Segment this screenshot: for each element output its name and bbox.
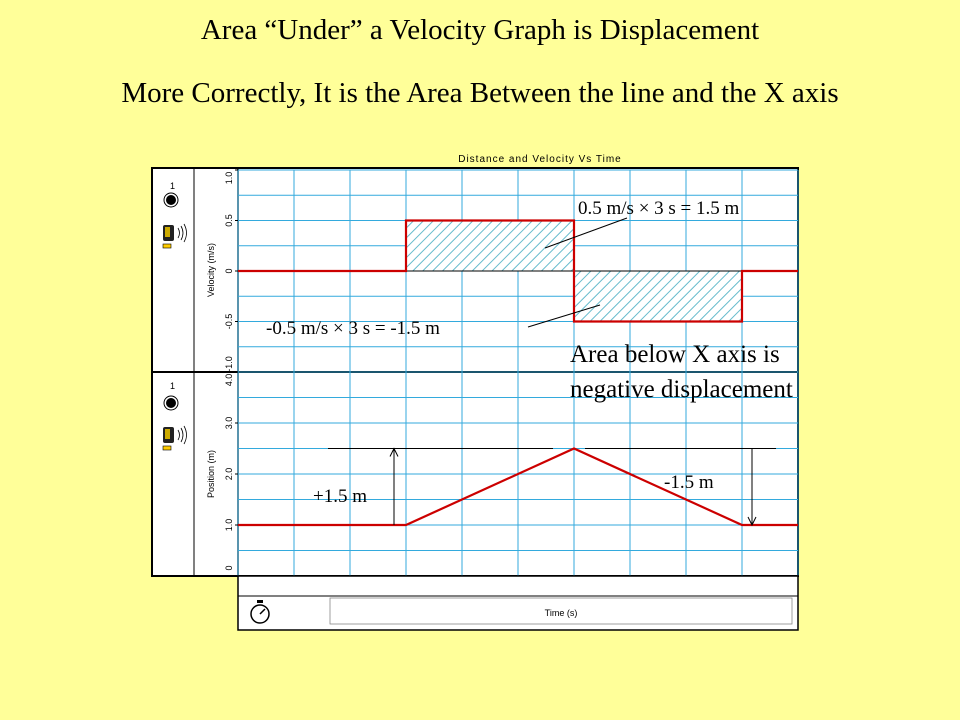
area-below-note-line2: negative displacement (570, 376, 793, 403)
slide-title: Area “Under” a Velocity Graph is Displacement (200, 14, 760, 46)
y-tick-label: 1.0 (224, 171, 234, 185)
negative-area-annotation: -0.5 m/s × 3 s = -1.5 m (266, 318, 440, 339)
area-below-note-line1: Area below X axis is (570, 341, 780, 368)
y-tick-label: -1.0 (224, 356, 234, 372)
sensor-number: 1 (170, 181, 176, 191)
y-tick-label: 4.0 (224, 373, 234, 387)
y-tick-label: 0.5 (224, 214, 234, 227)
minus-displacement-label: -1.5 m (664, 472, 714, 493)
y-tick-label: 2.0 (224, 467, 234, 481)
time-axis-label: Time (s) (544, 608, 578, 618)
shaded-area (574, 271, 742, 322)
shaded-area (406, 221, 574, 272)
y-tick-label: 1.0 (224, 518, 234, 532)
slide-subtitle: More Correctly, It is the Area Between the line and the X axis (121, 77, 839, 109)
sensor-number: 1 (170, 381, 176, 391)
y-tick-label: 3.0 (224, 416, 234, 430)
record-icon[interactable] (166, 398, 176, 408)
chart-title: Distance and Velocity Vs Time (458, 154, 622, 165)
y-tick-label: 0 (224, 565, 234, 571)
record-icon[interactable] (166, 195, 176, 205)
velocity-axis-label: Velocity (m/s) (206, 242, 216, 298)
y-tick-label: -0.5 (224, 313, 234, 330)
plus-displacement-label: +1.5 m (313, 486, 367, 507)
y-tick-label: 0 (224, 268, 234, 274)
position-axis-label: Position (m) (206, 449, 216, 499)
positive-area-annotation: 0.5 m/s × 3 s = 1.5 m (578, 198, 740, 219)
